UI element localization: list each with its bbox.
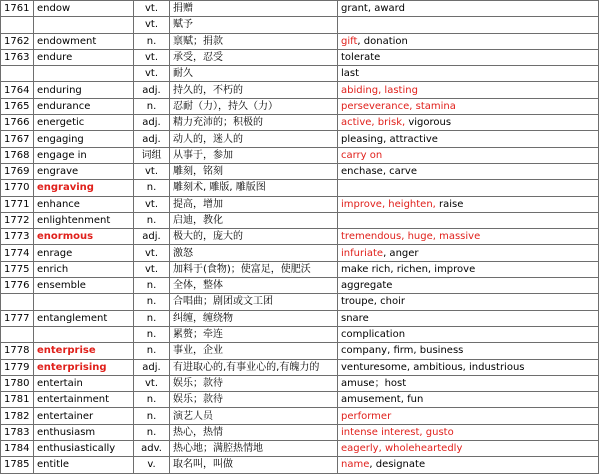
part-of-speech: n.	[134, 408, 170, 424]
part-of-speech: n.	[134, 278, 170, 294]
part-of-speech: adj.	[134, 359, 170, 375]
english-synonyms	[338, 278, 599, 294]
table-row	[1, 180, 599, 196]
entry-number: 1778	[1, 343, 34, 359]
part-of-speech: vt.	[134, 17, 170, 33]
entry-number	[1, 294, 34, 310]
english-synonyms	[338, 457, 599, 473]
headword	[34, 17, 134, 33]
headword: enrich	[34, 261, 134, 277]
english-synonyms	[338, 424, 599, 440]
headword: endurance	[34, 98, 134, 114]
synonym-highlight: infuriate	[341, 247, 384, 259]
table-row	[1, 375, 599, 391]
headword: endowment	[34, 33, 134, 49]
entry-number: 1782	[1, 408, 34, 424]
headword: entertainer	[34, 408, 134, 424]
part-of-speech: vt.	[134, 245, 170, 261]
chinese-meaning: 捐赠	[170, 1, 338, 17]
headword: enduring	[34, 82, 134, 98]
chinese-meaning: 激怒	[170, 245, 338, 261]
english-synonyms	[338, 245, 599, 261]
chinese-meaning: 提高，增加	[170, 196, 338, 212]
entry-number: 1765	[1, 98, 34, 114]
entry-number: 1774	[1, 245, 34, 261]
table-row	[1, 115, 599, 131]
part-of-speech: n.	[134, 392, 170, 408]
chinese-meaning: 加料于(食物)；使富足，使肥沃	[170, 261, 338, 277]
entry-number: 1772	[1, 212, 34, 228]
table-row	[1, 441, 599, 457]
entry-number: 1776	[1, 278, 34, 294]
english-synonyms	[338, 163, 599, 179]
headword: enormous	[34, 229, 134, 245]
english-synonyms	[338, 343, 599, 359]
table-row	[1, 163, 599, 179]
headword: entanglement	[34, 310, 134, 326]
part-of-speech: n.	[134, 310, 170, 326]
entry-number	[1, 17, 34, 33]
entry-number: 1762	[1, 33, 34, 49]
chinese-meaning: 热心，热情	[170, 424, 338, 440]
chinese-meaning: 演艺人员	[170, 408, 338, 424]
english-synonyms	[338, 212, 599, 228]
part-of-speech: n.	[134, 326, 170, 342]
synonym-text: aggregate	[341, 280, 393, 292]
synonym-highlight: perseverance, stamina	[341, 100, 456, 112]
synonym-text: , anger	[383, 247, 419, 259]
table-row	[1, 33, 599, 49]
headword: enhance	[34, 196, 134, 212]
part-of-speech: v.	[134, 457, 170, 473]
chinese-meaning: 启迪，教化	[170, 212, 338, 228]
synonym-text: grant, award	[341, 3, 405, 15]
english-synonyms	[338, 441, 599, 457]
table-row	[1, 66, 599, 82]
part-of-speech: adj.	[134, 229, 170, 245]
english-synonyms	[338, 375, 599, 391]
table-row	[1, 196, 599, 212]
synonym-text: amuse；host	[341, 377, 407, 389]
entry-number: 1769	[1, 163, 34, 179]
english-synonyms	[338, 180, 599, 196]
chinese-meaning: 持久的，不朽的	[170, 82, 338, 98]
synonym-highlight: name	[341, 459, 370, 471]
english-synonyms	[338, 131, 599, 147]
english-synonyms	[338, 294, 599, 310]
english-synonyms	[338, 229, 599, 245]
headword: enterprise	[34, 343, 134, 359]
part-of-speech: vt.	[134, 163, 170, 179]
headword: enterprising	[34, 359, 134, 375]
english-synonyms	[338, 17, 599, 33]
table-row	[1, 326, 599, 342]
synonym-text: troupe, choir	[341, 296, 405, 308]
entry-number	[1, 66, 34, 82]
headword	[34, 326, 134, 342]
entry-number	[1, 326, 34, 342]
entry-number: 1780	[1, 375, 34, 391]
english-synonyms	[338, 392, 599, 408]
entry-number: 1768	[1, 147, 34, 163]
synonym-text: last	[341, 68, 360, 80]
table-row	[1, 392, 599, 408]
english-synonyms	[338, 326, 599, 342]
chinese-meaning: 从事于，参加	[170, 147, 338, 163]
headword	[34, 294, 134, 310]
part-of-speech: vt.	[134, 1, 170, 17]
synonym-text: vigorous	[405, 117, 452, 129]
table-row	[1, 1, 599, 17]
english-synonyms	[338, 98, 599, 114]
entry-number: 1764	[1, 82, 34, 98]
headword: entertainment	[34, 392, 134, 408]
english-synonyms	[338, 115, 599, 131]
table-row	[1, 17, 599, 33]
english-synonyms	[338, 408, 599, 424]
table-row	[1, 212, 599, 228]
part-of-speech: adj.	[134, 115, 170, 131]
part-of-speech: adv.	[134, 441, 170, 457]
part-of-speech: adj.	[134, 82, 170, 98]
table-row	[1, 457, 599, 473]
synonym-highlight: performer	[341, 410, 392, 422]
english-synonyms	[338, 82, 599, 98]
entry-number: 1773	[1, 229, 34, 245]
synonym-text: company, firm, business	[341, 345, 464, 357]
part-of-speech: adj.	[134, 131, 170, 147]
synonym-text: raise	[435, 198, 464, 210]
english-synonyms	[338, 310, 599, 326]
entry-number: 1779	[1, 359, 34, 375]
english-synonyms	[338, 196, 599, 212]
entry-number: 1777	[1, 310, 34, 326]
synonym-highlight: carry on	[341, 149, 383, 161]
headword: enthusiasm	[34, 424, 134, 440]
synonym-text: , donation	[357, 35, 408, 47]
entry-number: 1784	[1, 441, 34, 457]
entry-number: 1781	[1, 392, 34, 408]
chinese-meaning: 承受，忍受	[170, 49, 338, 65]
table-row	[1, 98, 599, 114]
chinese-meaning: 有进取心的,有事业心的,有魄力的	[170, 359, 338, 375]
entry-number: 1783	[1, 424, 34, 440]
chinese-meaning: 取名叫，叫做	[170, 457, 338, 473]
english-synonyms	[338, 66, 599, 82]
table-row	[1, 408, 599, 424]
table-row	[1, 147, 599, 163]
headword: engrave	[34, 163, 134, 179]
part-of-speech: vt.	[134, 196, 170, 212]
synonym-highlight: eagerly, wholeheartedly	[341, 443, 463, 455]
headword: engraving	[34, 180, 134, 196]
english-synonyms	[338, 261, 599, 277]
english-synonyms	[338, 1, 599, 17]
synonym-text: make rich, richen, improve	[341, 263, 476, 275]
chinese-meaning: 合唱曲；剧团或文工团	[170, 294, 338, 310]
part-of-speech: n.	[134, 343, 170, 359]
part-of-speech: n.	[134, 424, 170, 440]
synonym-highlight: intense interest, gusto	[341, 426, 454, 438]
headword: engaging	[34, 131, 134, 147]
chinese-meaning: 娱乐；款待	[170, 392, 338, 408]
synonym-text: complication	[341, 329, 406, 341]
headword: endow	[34, 1, 134, 17]
headword: energetic	[34, 115, 134, 131]
english-synonyms	[338, 147, 599, 163]
synonym-highlight: active, brisk,	[341, 117, 406, 129]
table-row	[1, 49, 599, 65]
chinese-meaning: 全体，整体	[170, 278, 338, 294]
chinese-meaning: 极大的，庞大的	[170, 229, 338, 245]
table-row	[1, 82, 599, 98]
headword	[34, 66, 134, 82]
chinese-meaning: 精力充沛的；积极的	[170, 115, 338, 131]
synonym-highlight: tremendous, huge, massive	[341, 231, 481, 243]
table-row	[1, 294, 599, 310]
synonym-text: venturesome, ambitious, industrious	[341, 361, 525, 373]
chinese-meaning: 禀赋；捐款	[170, 33, 338, 49]
headword: entertain	[34, 375, 134, 391]
part-of-speech: n.	[134, 212, 170, 228]
part-of-speech: vt.	[134, 375, 170, 391]
part-of-speech: vt.	[134, 66, 170, 82]
table-row	[1, 278, 599, 294]
table-row	[1, 359, 599, 375]
part-of-speech: vt.	[134, 49, 170, 65]
part-of-speech: vt.	[134, 261, 170, 277]
part-of-speech: n.	[134, 294, 170, 310]
chinese-meaning: 赋予	[170, 17, 338, 33]
chinese-meaning: 纠缠，缠绕物	[170, 310, 338, 326]
english-synonyms	[338, 49, 599, 65]
entry-number: 1770	[1, 180, 34, 196]
table-row	[1, 424, 599, 440]
entry-number: 1771	[1, 196, 34, 212]
chinese-meaning: 累赘；牵连	[170, 326, 338, 342]
chinese-meaning: 娱乐；款待	[170, 375, 338, 391]
table-row	[1, 261, 599, 277]
synonym-highlight: improve, heighten,	[341, 198, 436, 210]
table-row	[1, 343, 599, 359]
part-of-speech: n.	[134, 33, 170, 49]
synonym-text: amusement, fun	[341, 394, 424, 406]
entry-number: 1767	[1, 131, 34, 147]
synonym-text: pleasing, attractive	[341, 133, 438, 145]
synonym-text: tolerate	[341, 52, 381, 64]
headword: engage in	[34, 147, 134, 163]
chinese-meaning: 动人的，迷人的	[170, 131, 338, 147]
table-row	[1, 245, 599, 261]
table-row	[1, 310, 599, 326]
synonym-highlight: gift	[341, 35, 358, 47]
headword: ensemble	[34, 278, 134, 294]
english-synonyms	[338, 33, 599, 49]
headword: enthusiastically	[34, 441, 134, 457]
entry-number: 1763	[1, 49, 34, 65]
chinese-meaning: 耐久	[170, 66, 338, 82]
chinese-meaning: 事业，企业	[170, 343, 338, 359]
chinese-meaning: 热心地；满腔热情地	[170, 441, 338, 457]
headword: endure	[34, 49, 134, 65]
headword: enlightenment	[34, 212, 134, 228]
entry-number: 1766	[1, 115, 34, 131]
synonym-text: , designate	[369, 459, 426, 471]
synonym-highlight: abiding, lasting	[341, 84, 418, 96]
headword: entitle	[34, 457, 134, 473]
english-synonyms	[338, 359, 599, 375]
table-row	[1, 131, 599, 147]
chinese-meaning: 雕刻术, 雕版, 雕版图	[170, 180, 338, 196]
chinese-meaning: 忍耐（力），持久（力）	[170, 98, 338, 114]
entry-number: 1761	[1, 1, 34, 17]
part-of-speech: n.	[134, 180, 170, 196]
headword: enrage	[34, 245, 134, 261]
table-row	[1, 229, 599, 245]
entry-number: 1785	[1, 457, 34, 473]
entry-number: 1775	[1, 261, 34, 277]
synonym-text: snare	[341, 312, 369, 324]
chinese-meaning: 雕刻，铭刻	[170, 163, 338, 179]
part-of-speech: 词组	[134, 147, 170, 163]
part-of-speech: n.	[134, 98, 170, 114]
synonym-text: enchase, carve	[341, 166, 417, 178]
